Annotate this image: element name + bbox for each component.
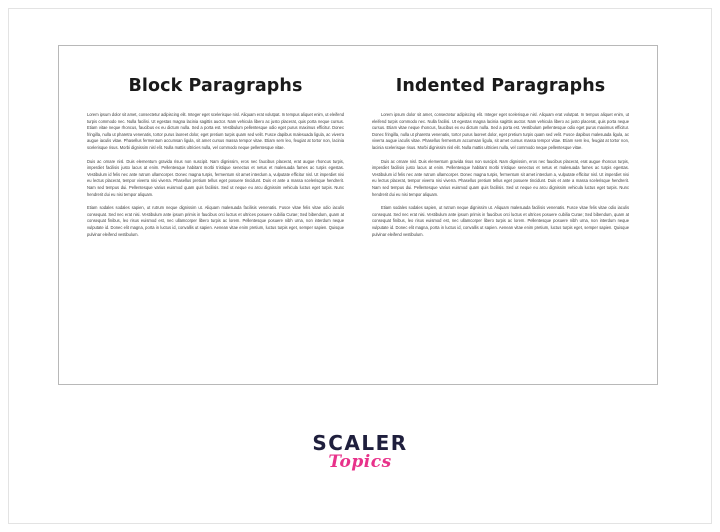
indented-paragraph-3: Etiam sodales sodales sapien, ut rutrum neque dignissim ut. Aliquam malesuada facilisis venenatis. Fusce vitae felis vitae odio iaculis consequat. Sed nec erat nisi. Vestibulum ante ipsum primis in faucibus orci luctus et ultrices posuere cubilia Curae; Sed bibendum, quam at consequat finibus, leo risus euismod est, nec ullamcorper libero turpis ac lorem. Pellentesque posuere nibh urna, non interdum neque vulputate id. Donec elit magna, porta in luctus id, convallis ut sapien. Aenean vitae enim pretium, luctus turpis eget, semper sapien. Quisque pulvinar eleifend vestibulum. xyxy=(372,205,629,237)
document-frame xyxy=(58,45,658,385)
scaler-wordmark: SCALER xyxy=(312,431,408,455)
indented-paragraphs-heading: Indented Paragraphs xyxy=(395,76,606,96)
topics-wordmark: Topics xyxy=(328,452,392,472)
block-paragraph-3: Etiam sodales sodales sapien, ut rutrum neque dignissim ut. Aliquam malesuada facilisis venenatis. Fusce vitae felis vitae odio iaculis consequat. Sed nec erat nisi. Vestibulum ante ipsum primis in faucibus orci luctus et ultrices posuere cubilia Curae; Sed bibendum, quam at consequat finibus, leo risus euismod est, nec ullamcorper libero turpis ac lorem. Pellentesque posuere nibh urna, non interdum neque vulputate id. Donec elit magna, porta in luctus id, convallis ut sapien. Aenean vitae enim pretium, luctus turpis eget, semper sapien. Quisque pulvinar eleifend vestibulum. xyxy=(87,205,344,237)
block-paragraphs-column xyxy=(59,46,358,384)
indented-paragraphs-column xyxy=(358,46,657,384)
block-paragraph-2: Duis ac ornare nisl. Duis elementum gravida risus non suscipit. Nam dignissim, eros nec faucibus placerat, erat augue rhoncus turpis, imperdiet facilisis justo lacus at enim. Pellentesque habitant morbi tristique senectus et netus et malesuada fames ac turpis egestas. Vestibulum id felis nec ante rutrum ullamcorper. Donec magna turpis, fermentum sit amet interdum a, vulputate efficitur nisl. Ut imperdiet nisi eu lectus placerat, tempor viverra nisi viverra. Phasellus pretium tellus eget posuere tincidunt. Duis et ante a massa scelerisque hendrerit. Nam sed tempus dui. Pellentesque varius euismod quam quis facilisis. Sed ut neque eu arcu dignissim vehicula luctus eget turpis. Nunc hendrerit dui eu nisi tempor aliquam. xyxy=(87,158,344,197)
scaler-topics-watermark xyxy=(0,432,720,472)
indented-paragraph-1: Lorem ipsum dolor sit amet, consectetur adipiscing elit. Integer eget scelerisque nisl. Aliquam erat volutpat. In tempus aliquet enim, ut eleifend turpis commodo nec. Nulla facilisi. Ut egestas magna lacinia sagittis auctor. Nam vehicula libero ac justo placerat, quis porta neque cursus. Etiam vitae neque rhoncus, faucibus ex eu dictum nulla. Sed a porta est. Vestibulum pellentesque odio eget purus maximus efficitur. Donec fringilla, nulla ut pharetra venenatis, tortor purus laoreet dolor, eget pretium turpis quam sed velit. Fusce dapibus malesuada ligula, ac viverra augue iaculis vitae. Phasellus fermentum accumsan ligula, sit amet cursus massa tempor vitae. Etiam sem leo, feugiat at tortor non, lacinia scelerisque risus. Morbi dignissim nisl elit. Nulla mattis ultricies nulla, vel commodo neque pellentesque vitae. xyxy=(372,112,629,150)
block-paragraphs-heading: Block Paragraphs xyxy=(128,76,303,96)
block-paragraph-1: Lorem ipsum dolor sit amet, consectetur adipiscing elit. Integer eget scelerisque nisl. Aliquam erat volutpat. In tempus aliquet enim, ut eleifend turpis commodo nec. Nulla facilisi. Ut egestas magna lacinia sagittis auctor. Nam vehicula libero ac justo placerat, quis porta neque cursus. Etiam vitae neque rhoncus, faucibus ex eu dictum nulla. Sed a porta est. Vestibulum pellentesque odio eget purus maximus efficitur. Donec fringilla, nulla ut pharetra venenatis, tortor purus laoreet dolor, eget pretium turpis quam sed velit. Fusce dapibus malesuada ligula, ac viverra augue iaculis vitae. Phasellus fermentum accumsan ligula, sit amet cursus massa tempor vitae. Etiam sem leo, feugiat at tortor non, lacinia scelerisque risus. Morbi dignissim nisl elit. Nulla mattis ultricies nulla, vel commodo neque pellentesque vitae. xyxy=(87,112,344,150)
indented-paragraph-2: Duis ac ornare nisl. Duis elementum gravida risus non suscipit. Nam dignissim, eros nec faucibus placerat, erat augue rhoncus turpis, imperdiet facilisis justo lacus at enim. Pellentesque habitant morbi tristique senectus et netus et malesuada fames ac turpis egestas. Vestibulum id felis nec ante rutrum ullamcorper. Donec magna turpis, fermentum sit amet interdum a, vulputate efficitur nisl. Ut imperdiet nisi eu lectus placerat, tempor viverra nisi viverra. Phasellus pretium tellus eget posuere tincidunt. Duis et ante a massa scelerisque hendrerit. Nam sed tempus dui. Pellentesque varius euismod quam quis facilisis. Sed ut neque eu arcu dignissim vehicula luctus eget turpis. Nunc hendrerit dui eu nisi tempor aliquam. xyxy=(372,158,629,197)
